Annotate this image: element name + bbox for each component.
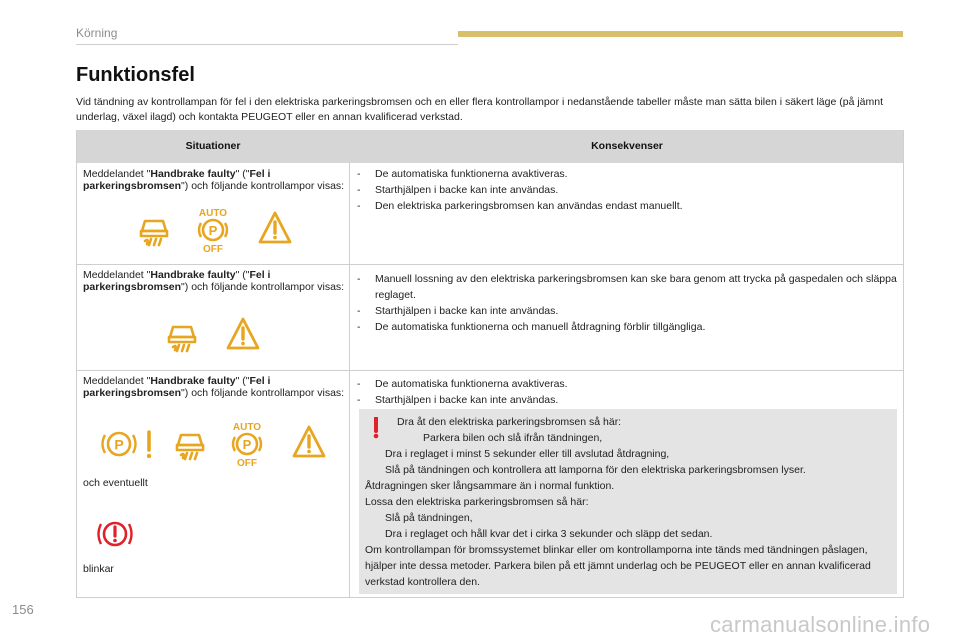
svg-text:AUTO: AUTO xyxy=(198,208,228,219)
note-line: Slå på tändningen, xyxy=(385,512,473,524)
page-number: 156 xyxy=(12,602,34,617)
list-item: - Manuell lossning av den elektriska parkeringsbromsen kan ske bara genom att trycka på gaspedalen och släppa reglaget. xyxy=(357,273,897,301)
row-divider xyxy=(77,597,903,598)
svg-text:P: P xyxy=(114,436,124,453)
list-item: - Starthjälpen i backe kan inte användas. xyxy=(357,184,559,196)
warning-triangle-icon xyxy=(291,424,327,465)
situation-text: Meddelandet "Handbrake faulty" ("Fel i parkeringsbromsen") och följande kontrollampor visas: xyxy=(83,168,345,192)
svg-text:OFF: OFF xyxy=(237,458,257,468)
intro-paragraph: Vid tändning av kontrollampan för fel i den elektriska parkeringsbromsen och en eller flera kontrollampor i nedanstående tabeller måste man sätta bilen i säkert läge (på jämnt underlag, växel ilagd) och kontakta PEUGEOT eller en annan kvalificerad verkstad. xyxy=(76,96,883,123)
list-item: - De automatiska funktionerna och manuell åtdragning förblir tillgängliga. xyxy=(357,321,706,333)
column-divider xyxy=(349,163,350,598)
svg-text:P: P xyxy=(208,223,218,238)
svg-text:OFF: OFF xyxy=(203,244,223,254)
malfunction-table xyxy=(76,130,904,598)
consequence-list xyxy=(357,166,897,214)
list-item: - Starthjälpen i backe kan inte användas. xyxy=(357,394,559,406)
header-accent-bar xyxy=(458,31,903,37)
header-rule xyxy=(76,44,458,45)
section-label: Körning xyxy=(76,26,118,40)
svg-text:AUTO: AUTO xyxy=(232,422,262,433)
page-title: Funktionsfel xyxy=(76,64,195,86)
skid-warning-icon xyxy=(165,318,201,359)
consequence-list xyxy=(357,376,897,408)
row-divider xyxy=(77,264,903,265)
note-line: Parkera bilen och slå ifrån tändningen, xyxy=(423,432,603,444)
list-item: - Den elektriska parkeringsbromsen kan användas endast manuellt. xyxy=(357,200,683,212)
row-divider xyxy=(77,370,903,371)
note-line: Dra i reglaget i minst 5 sekunder eller till avslutad åtdragning, xyxy=(385,448,670,460)
list-item: - De automatiska funktionerna avaktiveras. xyxy=(357,168,568,180)
situation-text: Meddelandet "Handbrake faulty" ("Fel i parkeringsbromsen") och följande kontrollampor visas: xyxy=(83,269,345,293)
note-line: Dra åt den elektriska parkeringsbromsen så här: xyxy=(397,416,622,428)
blinking-label: blinkar xyxy=(83,563,114,575)
auto-off-parking-icon xyxy=(191,206,237,259)
note-line: Slå på tändningen och kontrollera att lamporna för den elektriska parkeringsbromsen lyser. xyxy=(385,464,806,476)
skid-warning-icon xyxy=(173,426,209,467)
note-line: Lossa den elektriska parkeringsbromsen så här: xyxy=(365,496,589,508)
header-situations: Situationer xyxy=(185,140,241,152)
consequence-list xyxy=(357,271,897,335)
header-consequences: Konsekvenser xyxy=(591,140,663,152)
list-item: - Starthjälpen i backe kan inte användas. xyxy=(357,305,559,317)
note-line: Om kontrollampan för bromssystemet blinkar eller om kontrollamporna inte tänds med tändningen påslagen, hjälper inte dessa metoder. Parkera bilen på ett jämnt underlag och be PEUGEOT eller en annan kvalificerad verkstad kontrollera den. xyxy=(365,544,871,588)
parking-fault-icon xyxy=(95,426,161,467)
note-line: Dra i reglaget och håll kvar det i cirka 3 sekunder och släpp det sedan. xyxy=(385,528,713,540)
table-header xyxy=(77,130,903,163)
brake-system-icon xyxy=(95,516,135,557)
warning-triangle-icon xyxy=(257,210,293,251)
watermark: carmanualsonline.info xyxy=(710,612,931,637)
procedure-note xyxy=(359,409,897,594)
svg-text:P: P xyxy=(242,437,252,452)
situation-text: Meddelandet "Handbrake faulty" ("Fel i parkeringsbromsen") och följande kontrollampor visas: xyxy=(83,375,345,399)
list-item: - De automatiska funktionerna avaktiveras. xyxy=(357,378,568,390)
skid-warning-icon xyxy=(137,212,173,253)
auto-off-parking-icon xyxy=(225,420,271,473)
and-possibly-label: och eventuellt xyxy=(83,477,148,489)
note-line: Åtdragningen sker långsammare än i normal funktion. xyxy=(365,480,615,492)
warning-triangle-icon xyxy=(225,316,261,357)
